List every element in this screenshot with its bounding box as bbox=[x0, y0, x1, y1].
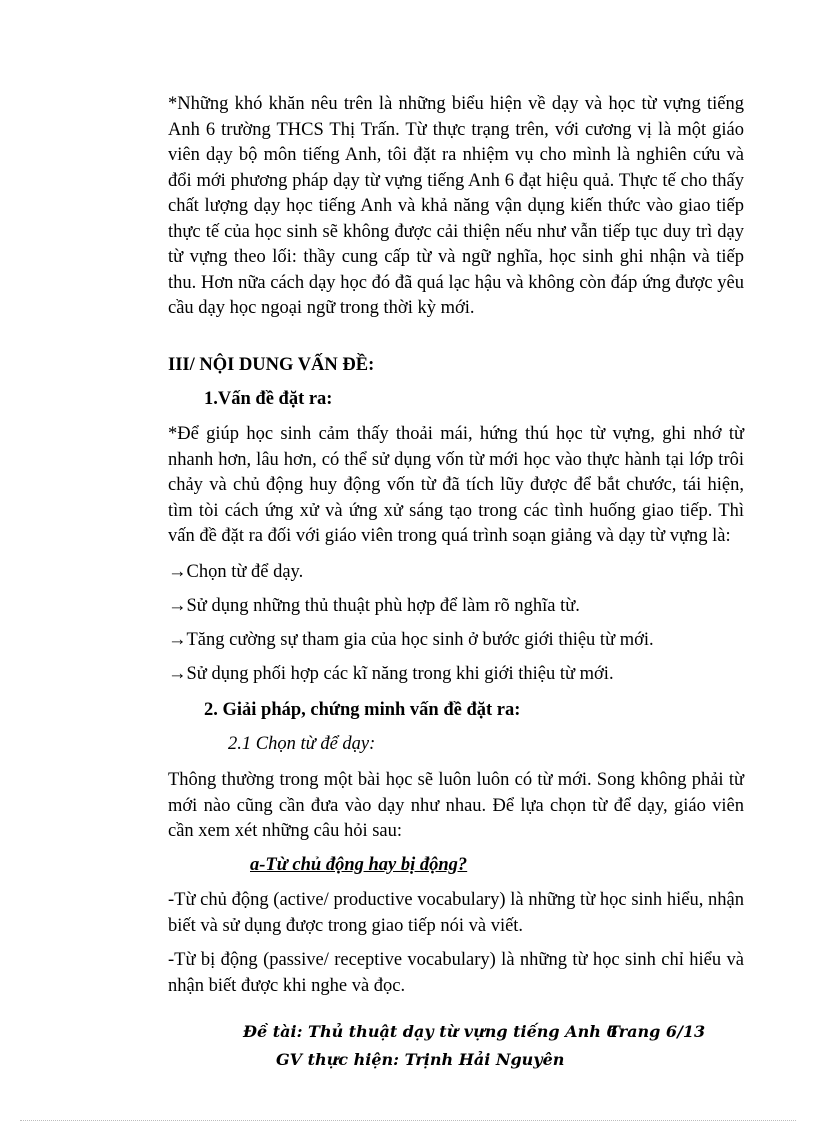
paragraph-active: -Từ chủ động (active/ productive vocabulary) là những từ học sinh hiểu, nhận biết và sử dụng được trong giao tiếp nói và viết. bbox=[168, 890, 744, 936]
footer-teacher: GV thực hiện: Trịnh Hải Nguyên bbox=[276, 1050, 565, 1069]
footer-topic: Đề tài: Thủ thuật dạy từ vựng tiếng Anh 6 bbox=[243, 1022, 618, 1041]
footer-page-number: Trang 6/13 bbox=[608, 1022, 706, 1041]
arrow-item-3: →Tăng cường sự tham gia của học sinh ở bước giới thiệu từ mới. bbox=[168, 630, 654, 650]
subheading-solution: 2. Giải pháp, chứng minh vấn đề đặt ra: bbox=[204, 700, 521, 720]
subheading-choose-words: 2.1 Chọn từ để dạy: bbox=[228, 734, 376, 754]
subheading-issue: 1.Vấn đề đặt ra: bbox=[204, 389, 333, 409]
section-heading: III/ NỘI DUNG VẤN ĐỀ: bbox=[168, 355, 375, 375]
paragraph-difficulties: *Những khó khăn nêu trên là những biểu hiện về dạy và học từ vựng tiếng Anh 6 trường THCS Thị Trấn. Từ thực trạng trên, với cương vị là một giáo viên dạy bộ môn tiếng Anh, tôi đặt ra nhiệm vụ cho mình là nghiên cứu và đổi mới phương pháp dạy từ vựng tiếng Anh 6 đạt hiệu quả. Thực tế cho thấy chất lượng dạy học tiếng Anh và khả năng vận dụng kiến thức vào giao tiếp thực tế của học sinh sẽ không được cải thiện nếu như vẫn tiếp tục duy trì dạy từ vựng theo lối: thầy cung cấp từ và ngữ nghĩa, học sinh ghi nhận và tiếp thu. Hơn nữa cách dạy học đó đã quá lạc hậu và không còn đáp ứng được yêu cầu dạy học ngoại ngữ trong thời kỳ mới. bbox=[168, 94, 744, 318]
paragraph-passive: -Từ bị động (passive/ receptive vocabulary) là những từ học sinh chỉ hiểu và nhận biết được khi nghe và đọc. bbox=[168, 950, 744, 996]
arrow-item-4: →Sử dụng phối hợp các kĩ năng trong khi giới thiệu từ mới. bbox=[168, 664, 614, 684]
arrow-item-1: →Chọn từ để dạy. bbox=[168, 562, 304, 582]
arrow-item-2: →Sử dụng những thủ thuật phù hợp để làm rõ nghĩa từ. bbox=[168, 596, 580, 616]
paragraph-issue: *Để giúp học sinh cảm thấy thoải mái, hứng thú học từ vựng, ghi nhớ từ nhanh hơn, lâu hơn, có thể sử dụng vốn từ mới học vào thực hành tại lớp trôi chảy và chủ động huy động vốn từ đã tích lũy được để bắt chước, tái hiện, tìm tòi cách ứng xử và ứng xử sáng tạo trong các tình huống giao tiếp. Thì vấn đề đặt ra đối với giáo viên trong quá trình soạn giảng và dạy từ vựng là: bbox=[168, 424, 744, 546]
page-bottom-divider bbox=[20, 1120, 796, 1121]
subheading-active-passive: a-Từ chủ động hay bị động? bbox=[250, 855, 468, 875]
paragraph-choose: Thông thường trong một bài học sẽ luôn luôn có từ mới. Song không phải từ mới nào cũng cần đưa vào dạy như nhau. Để lựa chọn từ để dạy, giáo viên cần xem xét những câu hỏi sau: bbox=[168, 770, 744, 841]
